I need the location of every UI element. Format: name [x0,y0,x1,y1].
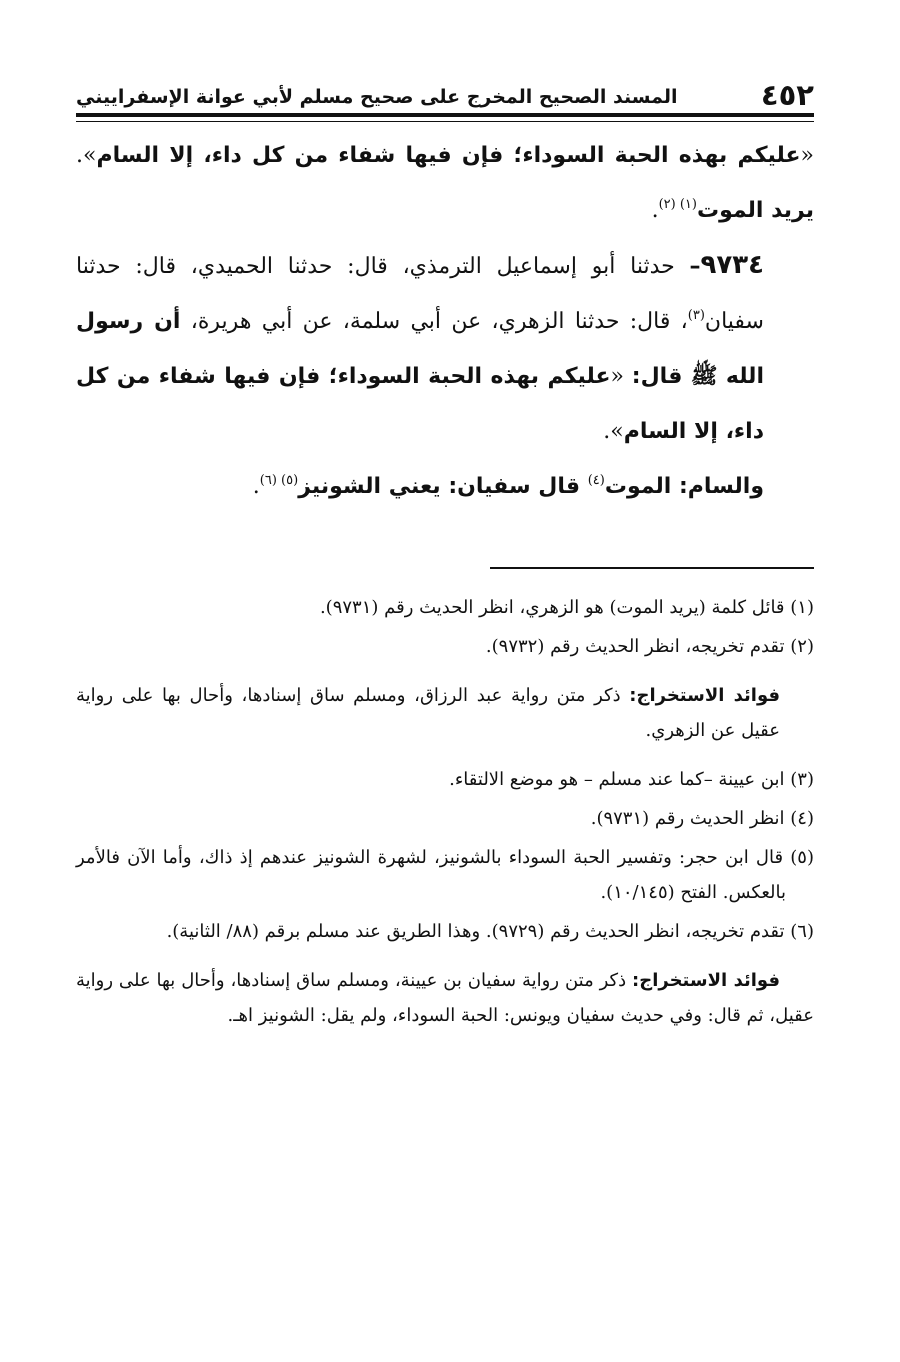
period: . [651,198,659,223]
footnote-2: (٢) تقدم تخريجه، انظر الحديث رقم (٩٧٣٢). [485,636,814,657]
period: . [252,474,260,499]
paragraph-1 [76,128,814,238]
header-rule-thin [76,121,814,122]
page-number: ٤٥٢ [760,78,814,112]
quote-open: « [610,364,632,389]
hadith-number: ٩٧٣٤ [700,250,764,280]
paragraph-2 [76,238,814,459]
quote-close: ». [603,419,624,444]
quote-close: ». [76,143,97,168]
sam-definition: والسام: الموت [604,474,764,499]
footnote-1: (١) قائل كلمة (يريد الموت) هو الزهري، انظر الحديث رقم (٩٧٣١). [319,597,814,618]
footnote-5: (٥) قال ابن حجر: وتفسير الحبة السوداء بالشونيز، لشهرة الشونيز عندهم إذ ذاك، وأما الآن فالأمر بالعكس. الفتح (١٠/١٤٥). [76,847,814,903]
footnote-4: (٤) انظر الحديث رقم (٩٧٣١). [590,808,814,829]
footnotes [76,590,814,1037]
benefit-text: ذكر متن رواية سفيان بن عيينة، ومسلم ساق إسنادها، وأحال بها على رواية عقيل، ثم قال: وفي حديث سفيان ويونس: الحبة السوداء، ولم يقل: الشونيز اهـ. [76,970,814,1026]
isnad-part-1: حدثنا أبو إسماعيل الترمذي، قال: حدثنا الحميدي، قال: حدثنا سفيان [76,254,764,334]
footnote-ref: (١) (٢) [658,197,697,212]
footnote-ref: (٣) [687,308,705,323]
explanation: يريد الموت [696,198,814,223]
footnote-2-benefit [76,678,814,748]
benefit-label: فوائد الاستخراج: [632,970,780,991]
footnote-6: (٦) تقدم تخريجه، انظر الحديث رقم (٩٧٢٩). وهذا الطريق عند مسلم برقم (٨٨/ الثانية). [166,921,814,942]
main-text [76,128,814,514]
page-header [76,74,814,112]
footnote-6-benefit [76,963,814,1033]
benefit-text: ذكر متن رواية عبد الرزاق، ومسلم ساق إسنادها، وأحال بها على رواية عقيل عن الزهري. [76,685,780,741]
benefit-label: فوائد الاستخراج: [629,685,781,706]
prophet-said: أن رسول الله ﷺ قال: [76,309,764,389]
quote-open: « [800,143,814,168]
footnote-ref: (٤) [587,473,605,488]
footnote-3: (٣) ابن عيينة –كما عند مسلم – هو موضع الالتقاء. [449,769,814,790]
running-title: المسند الصحيح المخرج على صحيح مسلم لأبي عوانة الإسفراييني [76,86,678,108]
paragraph-3 [76,459,814,514]
hadith-quote: عليكم بهذه الحبة السوداء؛ فإن فيها شفاء من كل داء، إلا السام [96,143,801,168]
header-rule-thick [76,113,814,117]
hadith-quote: عليكم بهذه الحبة السوداء؛ فإن فيها شفاء من كل داء، إلا السام [76,364,764,444]
dash: – [689,254,701,279]
footnote-ref: (٥) (٦) [259,473,299,488]
sufyan-explanation: قال سفيان: يعني الشونيز [298,474,588,499]
footnote-separator [490,567,814,569]
isnad-part-2: ، قال: حدثنا الزهري، عن أبي سلمة، عن أبي هريرة، [180,309,688,334]
